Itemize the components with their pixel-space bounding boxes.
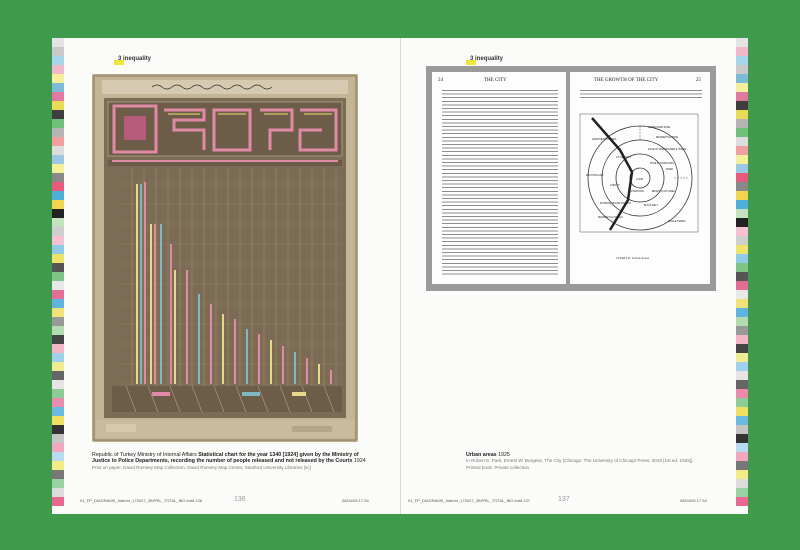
diagram-label-bright-light: BRIGHT LIGHT AREA bbox=[652, 191, 675, 193]
diagram-label-rooming: ROOMING HOUSE DISTRICT bbox=[600, 203, 632, 205]
left-caption-prefix: Republic of Turkey Ministry of Internal Affairs bbox=[92, 452, 199, 458]
right-caption-title: Urban areas bbox=[466, 452, 497, 458]
left-caption-credit: Print on paper. David Rumsey Map Collection, David Rumsey Map Center, Stanford University Libraries [sc] bbox=[92, 464, 311, 470]
right-caption bbox=[466, 452, 706, 471]
diagram-label-apartments: APARTMENT HOUSES bbox=[592, 139, 617, 141]
running-head-right: 3 inequality bbox=[470, 56, 504, 62]
color-strip-right bbox=[736, 38, 748, 514]
book-chart-caption: CHART II. Urban Areas bbox=[616, 256, 650, 260]
diagram-label-workingmen: ZONE OF WORKINGMEN'S HOMES bbox=[648, 149, 687, 151]
book-left-page bbox=[432, 72, 566, 284]
turkish-statistical-chart bbox=[92, 74, 358, 442]
right-page-number: 137 bbox=[558, 496, 570, 503]
book-left-text-block bbox=[442, 90, 558, 276]
running-head-left: 3 inequality bbox=[118, 56, 152, 62]
diagram-label-loop: LOOP bbox=[636, 178, 644, 181]
diagram-label-commuters: COMMUTERS ZONE bbox=[648, 127, 671, 129]
book-left-page-number: 24 bbox=[438, 78, 443, 83]
book-right-page-number: 25 bbox=[696, 78, 701, 83]
left-footer-file: 01_FP_DIAGRAMS_Interior_170427_3APRIL_TOTAL_IBO.indd 136 bbox=[80, 498, 202, 503]
diagram-label-hotels: RESIDENTIAL HOTELS bbox=[598, 217, 623, 219]
diagram-label-single-homes: SINGLE HOMES bbox=[668, 221, 686, 223]
book-right-text-block bbox=[580, 90, 702, 100]
book-left-header: THE CITY bbox=[484, 78, 507, 83]
right-caption-year: 1925 bbox=[496, 452, 510, 458]
diagram-label-sicily: LITTLE SICILY bbox=[616, 157, 632, 159]
book-spread bbox=[52, 38, 748, 514]
diagram-label-black-belt: BLACK BELT bbox=[644, 205, 658, 207]
right-caption-credit-1: In Robert E. Park, Ernest W. Burgess, The City (Chicago: The University of Chicago Press, 2019 [1st ed. 1925]). bbox=[466, 458, 694, 464]
urban-zones-diagram bbox=[570, 110, 710, 250]
diagram-label-residential: RESIDENTIAL ZONE bbox=[656, 137, 678, 139]
color-strip-left bbox=[52, 38, 64, 514]
left-caption-title: Statistical chart for the year 1340 [1924] given by the Ministry of Justice to Police Departments, recording the number of people released and not released by the Courts bbox=[92, 452, 359, 465]
diagram-label-chinatown: CHINATOWN bbox=[630, 191, 644, 193]
left-caption bbox=[92, 452, 372, 471]
diagram-label-ghetto: GHETTO bbox=[610, 185, 620, 187]
book-photo bbox=[426, 66, 716, 291]
left-page-number: 136 bbox=[234, 496, 246, 503]
diagram-label-deutschland: DEUTSCHLAND bbox=[586, 175, 604, 177]
right-footer-date: 08/04/05 17:34 bbox=[680, 498, 707, 503]
left-caption-year: 1924 bbox=[352, 458, 366, 465]
right-footer-file: 01_FP_DIAGRAMS_Interior_170427_3APRIL_TOTAL_IBO.indd 137 bbox=[408, 498, 530, 503]
diagram-label-mixed: MIXED bbox=[666, 169, 674, 171]
spread-gutter bbox=[400, 38, 401, 514]
left-footer-date: 08/04/05 17:34 bbox=[342, 498, 369, 503]
book-right-page bbox=[570, 72, 710, 284]
chart-illustration bbox=[92, 74, 358, 442]
diagram-label-transition: ZONE IN TRANSITION bbox=[650, 163, 674, 165]
book-right-header: THE GROWTH OF THE CITY bbox=[594, 78, 659, 83]
right-caption-credit-2: Printed book. Private collection bbox=[466, 464, 530, 470]
